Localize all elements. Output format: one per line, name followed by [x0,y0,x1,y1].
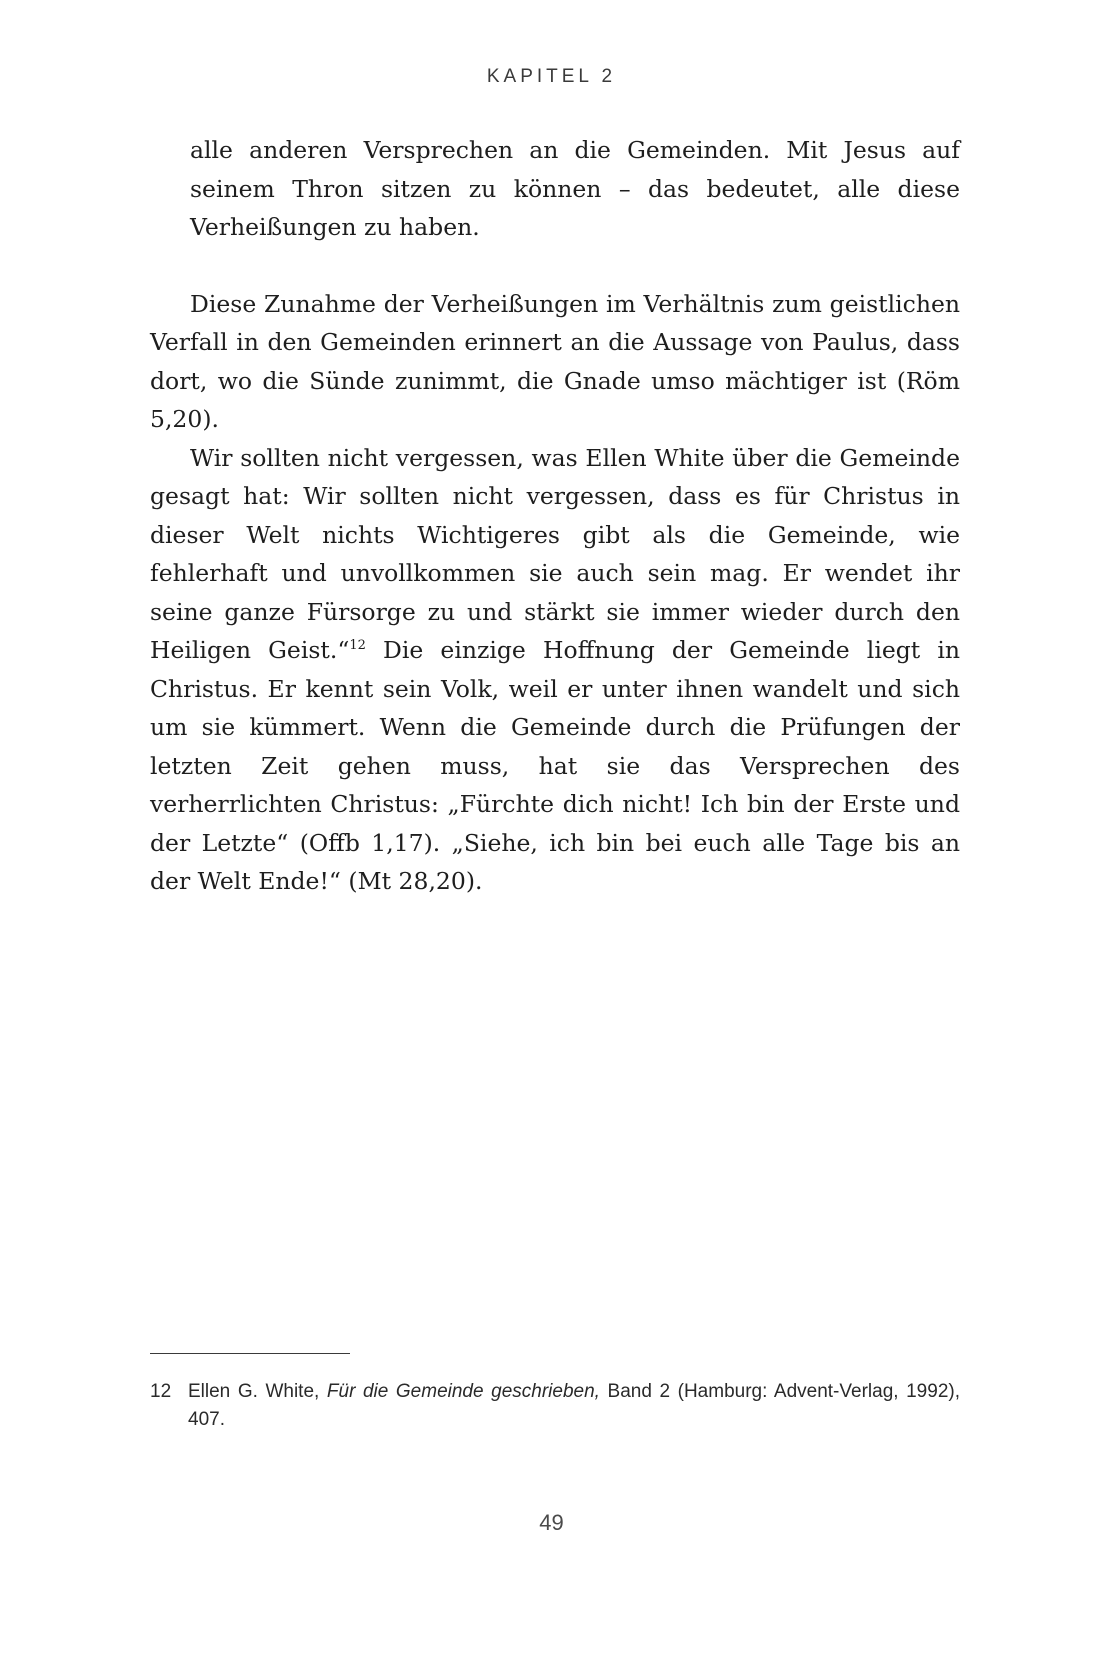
footnote-title: Für die Gemeinde geschrieben, [326,1381,600,1402]
footnote-text [188,1378,960,1434]
footnote-number: 12 [150,1381,172,1402]
page-number: 49 [539,1510,564,1535]
paragraph-ellen-white [150,439,960,901]
footnote-reference[interactable]: 12 [349,638,366,653]
main-text [150,131,960,901]
footnote-rule [150,1353,350,1354]
footnote-publication: Band 2 (Hamburg: Advent-Verlag, 1992), 407. [188,1381,960,1430]
paragraph-text-part: Wir sollten nicht vergessen, was Ellen White über die Gemeinde gesagt hat: Wir sollten nicht vergessen, dass es für Christus in dieser Welt nichts Wichtigeres gibt als die Gemeinde, wie fehlerhaft und unvollkommen sie auch sein mag. Er wendet ihr seine ganze Fürsorge zu und stärkt sie immer wieder durch den Heiligen Geist.“ [150,443,960,664]
paragraph-verheissungen: Diese Zunahme der Verheißungen im Verhältnis zum geistlichen Verfall in den Gemeinden erinnert an die Aussage von Paulus, dass dort, wo die Sünde zunimmt, die Gnade umso mächtiger ist (Röm 5,20). [150,289,960,433]
paragraph-text-part: Die einzige Hoffnung der Gemeinde liegt in Christus. Er kennt sein Volk, weil er unter ihnen wandelt und sich um sie kümmert. Wenn die Gemeinde durch die Prüfungen der letzten Zeit gehen muss, hat sie das Versprechen des verherrlichten Christus: „Fürchte dich nicht! Ich bin der Erste und der Letzte“ (Offb 1,17). „Siehe, ich bin bei euch alle Tage bis an der Welt Ende!“ (Mt 28,20). [150,636,961,895]
paragraph-continued: alle anderen Versprechen an die Gemeinden. Mit Jesus auf seinem Thron sitzen zu können – das bedeutet, alle diese Verheißungen zu haben. [190,136,960,241]
footnote [150,1378,960,1434]
running-head: KAPITEL 2 [486,66,617,87]
footnote-author: Ellen G. White, [188,1381,327,1402]
